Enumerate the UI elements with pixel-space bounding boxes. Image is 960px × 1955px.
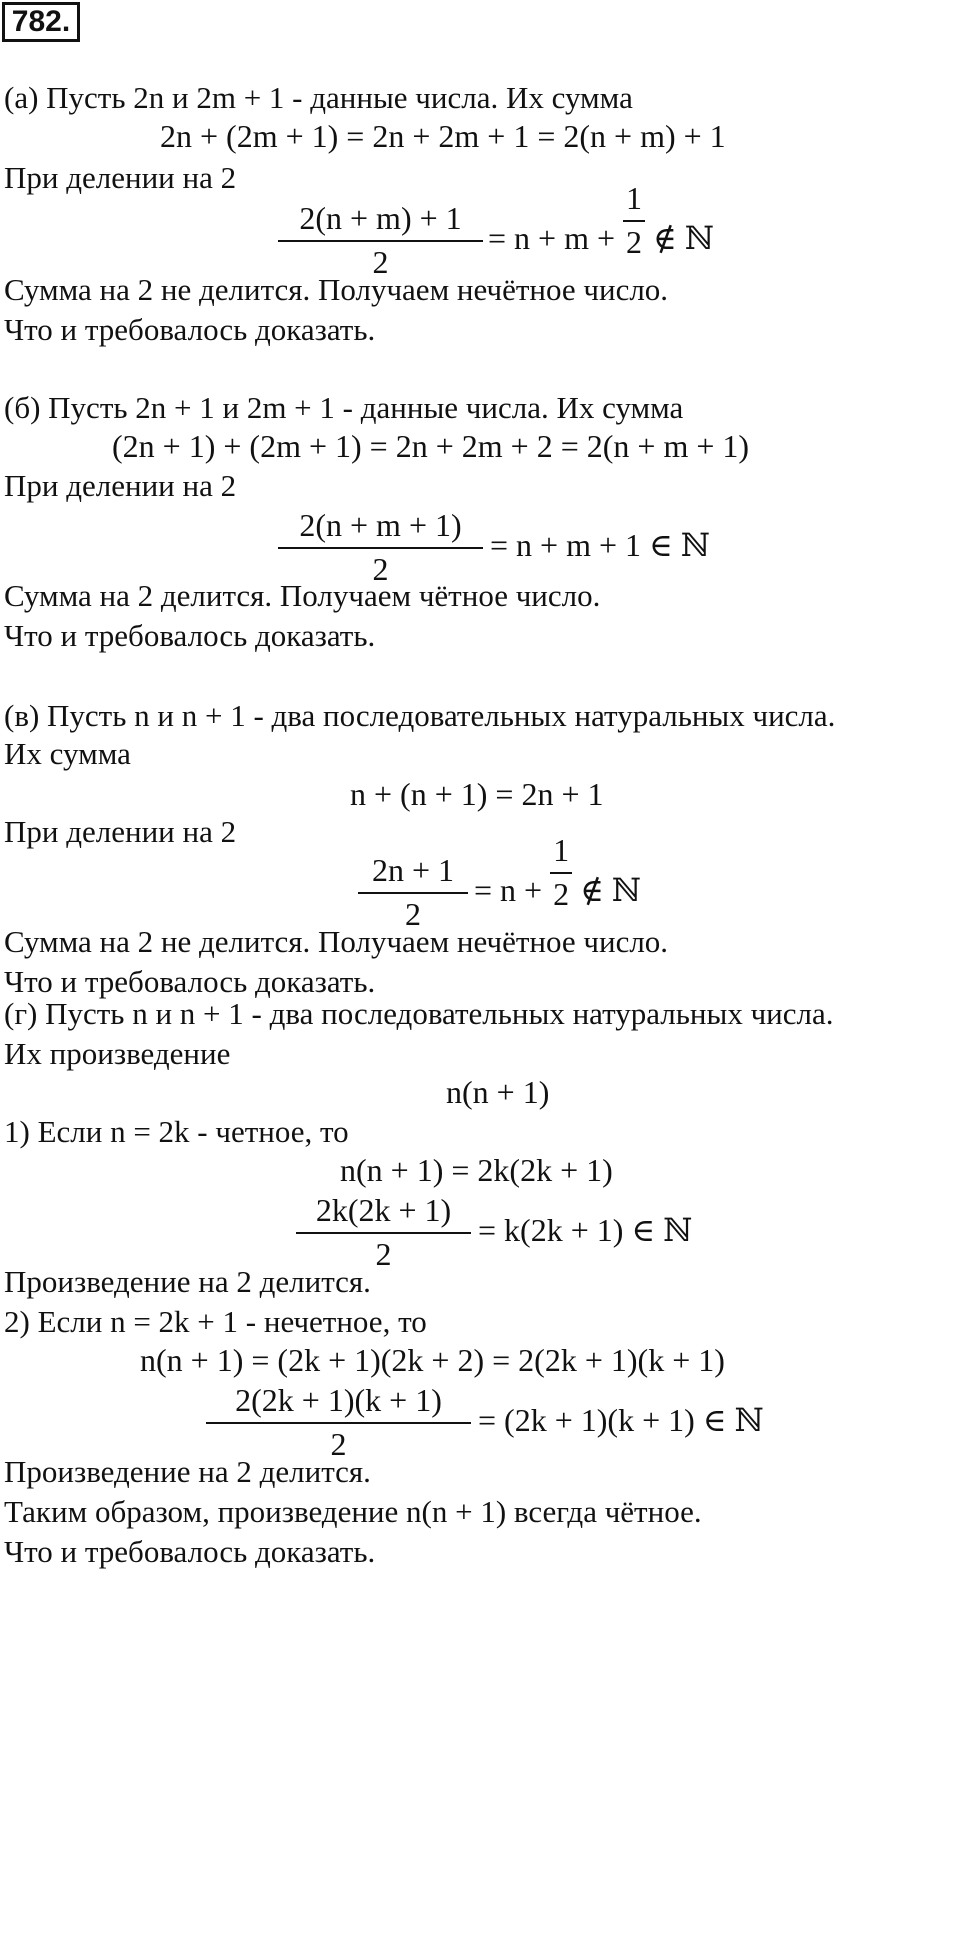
problem-number-badge: 782. <box>2 2 80 42</box>
part-v-intro: (в) Пусть n и n + 1 - два последовательных натуральных числа. <box>4 698 836 733</box>
part-g-case2: 2) Если n = 2k + 1 - нечетное, то <box>4 1304 427 1339</box>
part-v-intro2: Их сумма <box>4 736 131 771</box>
part-g-case1-frac-denominator: 2 <box>375 1236 392 1272</box>
part-g-intro2: Их произведение <box>4 1036 231 1071</box>
part-b-conclusion: Сумма на 2 делится. Получаем чётное число. <box>4 578 601 613</box>
part-a-half-num: 1 <box>626 180 643 216</box>
part-v-half <box>550 830 572 914</box>
part-a-qed: Что и требовалось доказать. <box>4 312 376 347</box>
part-a-frac-rhs-after: ∉ ℕ <box>653 220 714 257</box>
part-v-frac-rhs <box>474 830 641 914</box>
part-a-frac-denominator: 2 <box>372 244 389 280</box>
part-g-case2-frac-denominator: 2 <box>330 1426 347 1462</box>
part-b-frac-rhs: = n + m + 1 ∈ ℕ <box>490 527 710 563</box>
part-g-case2-frac-rhs: = (2k + 1)(k + 1) ∈ ℕ <box>478 1402 764 1438</box>
part-v-half-den: 2 <box>553 876 570 912</box>
part-g-case1-frac-numerator: 2k(2k + 1) <box>315 1192 452 1228</box>
part-a-frac-rhs-before: = n + m + <box>488 220 616 257</box>
part-v-half-num: 1 <box>553 832 570 868</box>
part-g-case2-equation: n(n + 1) = (2k + 1)(2k + 2) = 2(2k + 1)(k + 1) <box>140 1342 725 1378</box>
part-b-qed: Что и требовалось доказать. <box>4 618 376 653</box>
part-g-case1-frac-rhs: = k(2k + 1) ∈ ℕ <box>478 1212 693 1248</box>
part-g-intro: (г) Пусть n и n + 1 - два последовательных натуральных числа. <box>4 996 834 1031</box>
part-b-intro: (б) Пусть 2n + 1 и 2m + 1 - данные числа. Их сумма <box>4 390 684 425</box>
part-a-division-label: При делении на 2 <box>4 160 237 195</box>
part-g-case1-conclusion: Произведение на 2 делится. <box>4 1264 371 1299</box>
part-g-final: Таким образом, произведение n(n + 1) всегда чётное. <box>4 1494 702 1529</box>
part-b-frac-numerator: 2(n + m + 1) <box>299 507 462 543</box>
part-g-case2-frac-numerator: 2(2k + 1)(k + 1) <box>235 1382 442 1418</box>
part-g-product: n(n + 1) <box>446 1074 550 1110</box>
part-v-qed: Что и требовалось доказать. <box>4 964 376 999</box>
part-a-half-den: 2 <box>626 224 643 260</box>
part-a-intro: (а) Пусть 2n и 2m + 1 - данные числа. Их сумма <box>4 80 633 115</box>
part-v-conclusion: Сумма на 2 не делится. Получаем нечётное число. <box>4 924 669 959</box>
part-b-frac-denominator: 2 <box>372 551 389 587</box>
part-v-frac-rhs-before: = n + <box>474 872 543 909</box>
part-b-division-label: При делении на 2 <box>4 468 237 503</box>
part-g-case1-equation: n(n + 1) = 2k(2k + 1) <box>340 1152 613 1188</box>
part-v-division-label: При делении на 2 <box>4 814 237 849</box>
part-a-conclusion: Сумма на 2 не делится. Получаем нечётное число. <box>4 272 669 307</box>
part-b-sum-equation: (2n + 1) + (2m + 1) = 2n + 2m + 2 = 2(n + m + 1) <box>112 428 750 464</box>
part-v-frac-denominator: 2 <box>405 896 421 932</box>
part-v-frac-numerator: 2n + 1 <box>371 852 455 888</box>
part-g-qed: Что и требовалось доказать. <box>4 1534 376 1569</box>
part-g-case2-conclusion: Произведение на 2 делится. <box>4 1454 371 1489</box>
part-a-half <box>623 178 645 262</box>
part-a-frac-rhs <box>488 178 714 262</box>
part-g-case1: 1) Если n = 2k - четное, то <box>4 1114 349 1149</box>
part-v-frac-rhs-after: ∉ ℕ <box>580 872 642 909</box>
part-v-sum-equation: n + (n + 1) = 2n + 1 <box>350 776 604 812</box>
part-a-sum-equation: 2n + (2m + 1) = 2n + 2m + 1 = 2(n + m) + 1 <box>160 118 726 154</box>
part-a-frac-numerator: 2(n + m) + 1 <box>299 200 462 236</box>
